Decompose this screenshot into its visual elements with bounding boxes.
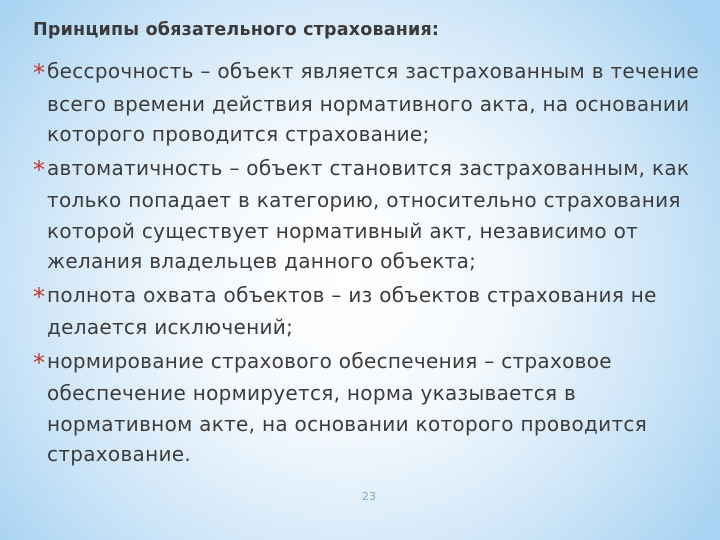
bullet-item-normirovanie — [33, 346, 703, 470]
bullet-item-avtomatichnost — [33, 153, 703, 277]
bullet-star-icon: * — [33, 155, 46, 184]
page-number: 23 — [362, 490, 376, 503]
bullet-item-polnota — [33, 280, 703, 343]
bullet-star-icon: * — [33, 348, 46, 377]
bullet-text: полнота охвата объектов – из объектов страхования не делается исключений; — [47, 282, 657, 339]
bullet-star-icon: * — [33, 59, 46, 87]
bullet-text: бессрочность – объект является застрахованным в течение всего времени действия нормативного акта, на основании которого проводится страхование; — [47, 59, 699, 146]
slide-title: Принципы обязательного страхования: — [33, 20, 440, 40]
bullet-text: нормирование страхового обеспечения – страховое обеспечение нормируется, норма указывается в нормативном акте, на основании которого проводится страхование. — [47, 348, 648, 466]
bullet-text: автоматичность – объект становится застрахованным, как только попадает в категорию, относительно страхования которой существует нормативный акт, независимо от желания владельцев данного объекта; — [47, 155, 690, 273]
bullet-list — [33, 56, 703, 473]
bullet-star-icon: * — [33, 282, 46, 311]
bullet-item-bessrochnost — [33, 56, 703, 150]
